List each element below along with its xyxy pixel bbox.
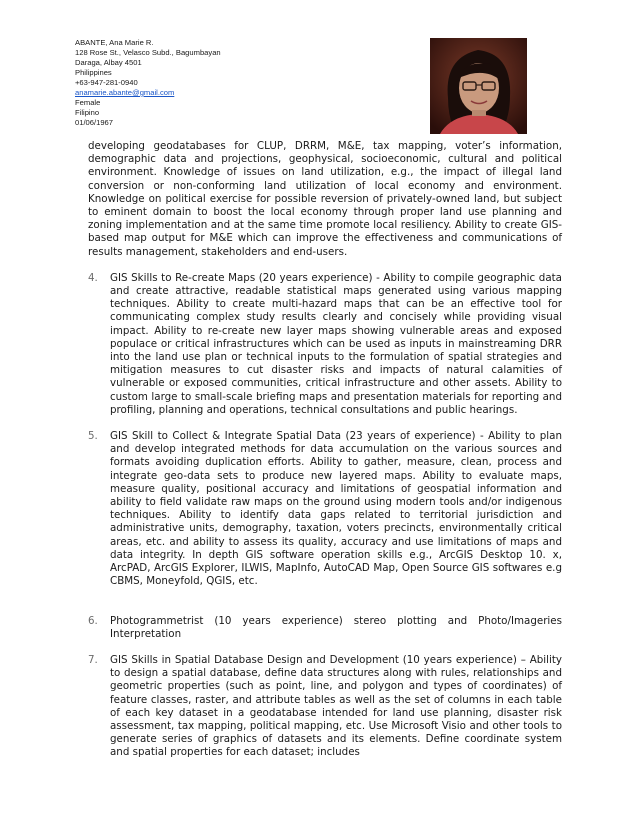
country: Philippines <box>75 68 112 77</box>
document-body <box>88 140 562 760</box>
list-item-7 <box>88 654 562 760</box>
list-item-4 <box>88 272 562 417</box>
list-number: 7. <box>88 653 98 666</box>
list-number: 5. <box>88 430 98 443</box>
email-link[interactable]: anamarie.abante@gmail.com <box>75 88 175 97</box>
list-item-text: GIS Skills in Spatial Database Design and Development (10 years experience) – Ability to design a spatial database, define data structures along with rules, relationships and geometric properties (such as point, line, and polygon and types of coordinates) of feature classes, raster, and attribute tables as well as the set of columns in each table of each key dataset in a geodatabase intended for land use planning, disaster risk assessment, tax mapping, political mapping, etc. Use Microsoft Visio and other tools to generate series of graphics of datasets and its elements. Define coordinate system and spatial properties for each dataset; includes <box>110 653 562 759</box>
gender: Female <box>75 98 101 107</box>
profile-photo <box>430 38 527 134</box>
nationality: Filipino <box>75 108 100 117</box>
list-item-text: GIS Skills to Re-create Maps (20 years experience) - Ability to compile geographic data and create attractive, readable statistical maps generated using various mapping techniques. Ability to create multi-hazard maps that can be an effective tool for communicating complex study results clearly and concisely while providing visual impact. Ability to re-create new layer maps showing vulnerable areas and exposed populace or critical infrastructures which can be used as inputs in mainstreaming DRR into the land use plan or technical inputs to the formulation of spatial strategies and mitigation measures to cut disaster risks and impacts of natural calamities of vulnerable or exposed communities, critical infrastructure and other assets. Ability to custom large to small-scale briefing maps and presentation materials for reporting and profiling, planning and operations, technical consultations and public hearings. <box>110 271 562 416</box>
list-item-text: GIS Skill to Collect & Integrate Spatial Data (23 years of experience) - Ability to plan and develop integrated methods for data accumulation on the various sources and formats avoiding duplication efforts. Ability to gather, measure, clean, process and integrate geo-data sets to produce new layered maps. Ability to evaluate maps, measure quality, positional accuracy and limitations of geospatial information and ability to field validate raw maps on the ground using modern tools and/or indigenous techniques. Ability to identify data gaps related to territorial jurisdiction and administrative units, demography, taxation, voters precincts, environmentally critical areas, etc. and ability to assess its quality, accuracy and use limitations of maps and data integrity. In depth GIS software operation skills e.g., ArcGIS Desktop 10. x, ArcPAD, ArcGIS Explorer, ILWIS, MapInfo, AutoCAD Map, Open Source GIS softwares e.g CBMS, Moneyfold, QGIS, etc. <box>110 430 562 588</box>
phone-number: +63-947-281-0940 <box>75 78 138 87</box>
address-line-1: 128 Rose St., Velasco Subd., Bagumbayan <box>75 48 221 57</box>
list-number: 4. <box>88 271 98 284</box>
applicant-name: ABANTE, Ana Marie R. <box>75 38 154 47</box>
intro-paragraph: developing geodatabases for CLUP, DRRM, M&E, tax mapping, voter’s information, demographic data and projections, geophysical, socioeconomic, cultural and political environment. Knowledge of issues on land utilization, e.g., the impact of illegal land conversion or non-conforming land utilization of local economy and environment. Knowledge on political exercise for possible reversion of privately-owned land, but subject to eminent domain to boost the local economy through proper land use planning and zoning implementation and at the same time promote local resiliency. Ability to create GIS-based map output for M&E which can improve the effectiveness and communications of results management, stakeholders and end-users. <box>88 140 562 258</box>
list-item-text: Photogrammetrist (10 years experience) stereo plotting and Photo/Imageries Interpretation <box>110 614 562 640</box>
list-number: 6. <box>88 614 98 627</box>
date-of-birth: 01/06/1967 <box>75 118 114 127</box>
list-item-6 <box>88 615 562 641</box>
list-item-5 <box>88 430 562 588</box>
profile-photo-icon <box>430 38 527 134</box>
address-line-2: Daraga, Albay 4501 <box>75 58 142 67</box>
contact-header <box>75 38 221 128</box>
